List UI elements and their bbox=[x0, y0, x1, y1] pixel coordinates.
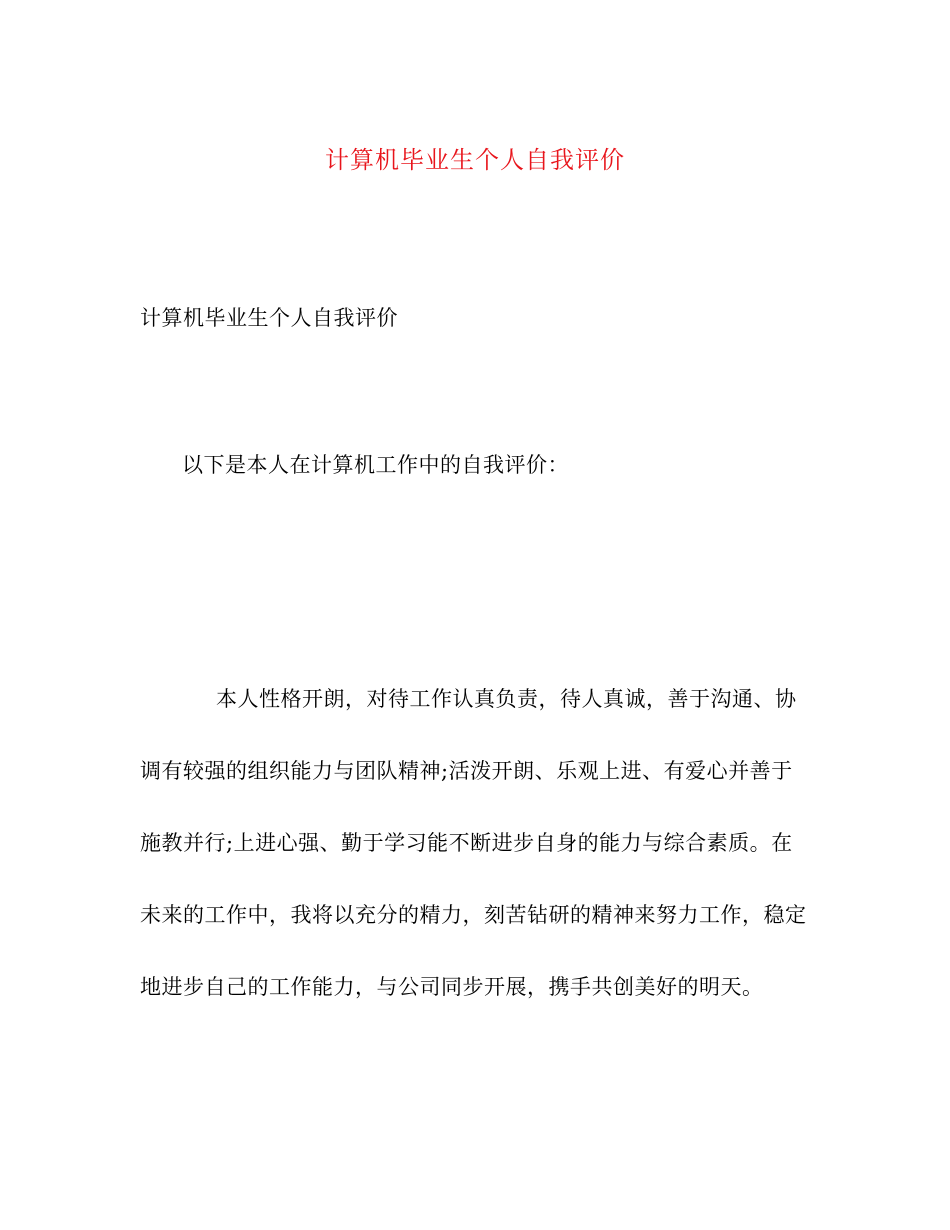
body-line: 未来的工作中，我将以充分的精力，刻苦钻研的精神来努力工作，稳定 bbox=[140, 903, 807, 927]
intro-paragraph: 以下是本人在计算机工作中的自我评价： bbox=[182, 453, 569, 477]
body-paragraph bbox=[140, 663, 815, 1023]
document-title: 计算机毕业生个人自我评价 bbox=[325, 146, 625, 174]
body-line: 本人性格开朗，对待工作认真负责，待人真诚，善于沟通、协 bbox=[216, 687, 797, 711]
body-line: 调有较强的组织能力与团队精神;活泼开朗、乐观上进、有爱心并善于 bbox=[140, 759, 793, 783]
body-line: 施教并行;上进心强、勤于学习能不断进步自身的能力与综合素质。在 bbox=[140, 831, 793, 855]
document-subtitle: 计算机毕业生个人自我评价 bbox=[140, 306, 398, 330]
body-line: 地进步自己的工作能力，与公司同步开展，携手共创美好的明天。 bbox=[140, 975, 764, 999]
